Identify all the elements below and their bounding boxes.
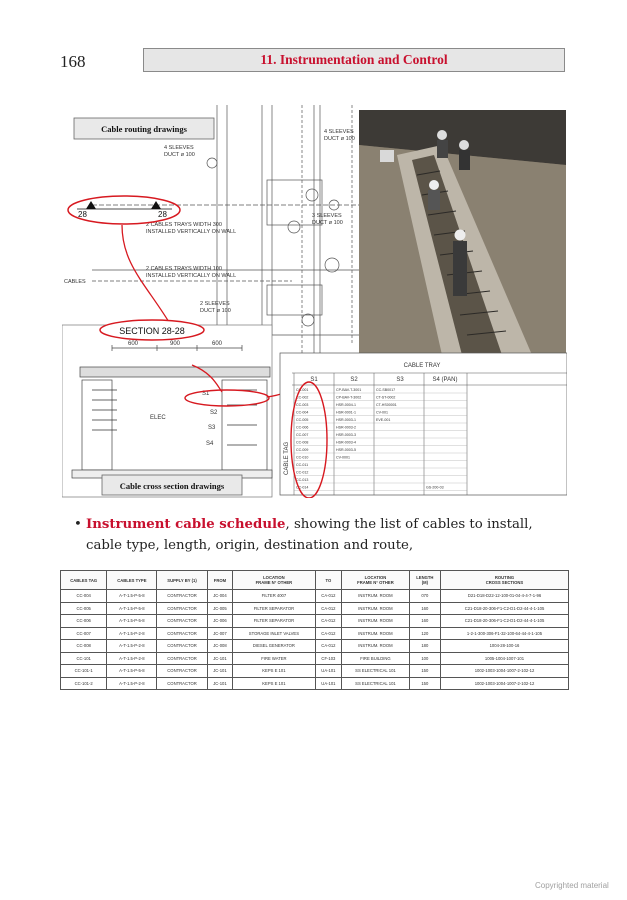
schedule-cell: 1002-1003-1004-1007-2-102-12	[440, 677, 568, 690]
schedule-cell: A-T-1.5-P-2-8	[107, 627, 157, 640]
schedule-header-cell: SUPPLY BY (1)	[157, 571, 207, 590]
schedule-cell: KEPS E 101	[233, 677, 315, 690]
schedule-cell: JC-004	[207, 590, 233, 603]
tray-cell: GS-200-03	[426, 485, 444, 490]
tray-cell: CP-BAV-T-3002	[336, 395, 362, 400]
ref-right: 28	[158, 210, 167, 219]
schedule-cell: JC-101	[207, 652, 233, 665]
note-sleeves-top: 4 SLEEVES	[164, 145, 194, 151]
page-number: 168	[60, 52, 86, 71]
dim-right: 600	[212, 341, 223, 347]
table-row	[61, 590, 569, 603]
dim-mid: 900	[170, 341, 181, 347]
tray-label-s1: S1	[202, 391, 210, 397]
schedule-header-cell: FROM	[207, 571, 233, 590]
schedule-cell: CC-101	[61, 652, 107, 665]
schedule-cell: FIRE BUILDING	[342, 652, 409, 665]
ref-left: 28	[78, 210, 87, 219]
note-duct-mid: DUCT ø 100	[312, 220, 343, 226]
schedule-cell: CONTRACTOR	[157, 602, 207, 615]
schedule-cell: JC-005	[207, 602, 233, 615]
schedule-cell: 160	[409, 602, 440, 615]
schedule-cell: A-T-1.5-P-5-8	[107, 590, 157, 603]
table-row	[61, 665, 569, 678]
tray-cell: CT-ST-0002	[376, 395, 396, 400]
schedule-cell: 1002-1003-1004-1007-2-102-12	[440, 665, 568, 678]
schedule-header-row	[61, 571, 569, 590]
schedule-cell: CONTRACTOR	[157, 677, 207, 690]
schedule-cell: INSTRUM. ROOM	[342, 640, 409, 653]
bullet-dot: •	[74, 517, 82, 532]
schedule-cell: JC-006	[207, 615, 233, 628]
tray-label-s4: S4	[206, 441, 214, 447]
note-sleeves-mid: 3 SLEEVES	[312, 213, 342, 219]
note-trays-2a: 2 CABLES TRAYS WIDTH 100	[146, 266, 222, 272]
schedule-cell: CA-012	[315, 627, 342, 640]
tray-cell: CC-010	[296, 455, 309, 460]
tray-col-s4: S4 (PAN)	[432, 377, 458, 383]
schedule-cell: UA-101	[315, 677, 342, 690]
note-trays-1b: INSTALLED VERTICALLY ON WALL	[146, 229, 237, 235]
schedule-cell: C21-D18-20-306-F1-C2-D1-D2-44-4-1-105	[440, 615, 568, 628]
tray-cell: HSR-0003-5	[336, 448, 356, 452]
schedule-cell: 160	[409, 615, 440, 628]
tray-cell: HSR-0003-4	[336, 440, 356, 445]
bullet-paragraph	[74, 514, 566, 556]
cable-tray-photo	[359, 110, 566, 355]
schedule-cell: CF-103	[315, 652, 342, 665]
tray-cell: HSR-0003-2	[336, 425, 356, 430]
tray-col-s1: S1	[310, 377, 318, 383]
schedule-header-cell: LOCATION FRAME N° OTHER	[233, 571, 315, 590]
table-row	[61, 640, 569, 653]
schedule-cell: INSTRUM. ROOM	[342, 590, 409, 603]
schedule-cell: JC-008	[207, 640, 233, 653]
schedule-cell: D21-D18-D22-12-100-01-04-4-4-7-1-96	[440, 590, 568, 603]
schedule-cell: JC-101	[207, 665, 233, 678]
tray-cell: CC-007	[296, 433, 309, 437]
schedule-header-cell: ROUTING CROSS SECTIONS	[440, 571, 568, 590]
table-row	[61, 652, 569, 665]
note-duct-top: DUCT ø 100	[164, 152, 195, 158]
tray-cell: CV-001	[376, 410, 388, 415]
schedule-header-cell: LENGTH (M)	[409, 571, 440, 590]
schedule-cell: 1-2-1-300-306-F1-32-100-64-44-4-1-105	[440, 627, 568, 640]
schedule-cell: UA-101	[315, 665, 342, 678]
schedule-cell: CC-008	[61, 640, 107, 653]
schedule-cell: 1005-1004-1007-101	[440, 652, 568, 665]
note-duct-bottom: DUCT ø 100	[200, 308, 231, 314]
tray-cell: CC-003	[296, 403, 309, 407]
schedule-cell: FILTER SEPARATOR	[233, 615, 315, 628]
schedule-cell: 1004-28-100-16	[440, 640, 568, 653]
tray-cell: CC-012	[296, 470, 309, 475]
tray-cell: CC-013	[296, 478, 309, 482]
schedule-cell: CC-101-1	[61, 665, 107, 678]
cable-schedule-table	[60, 570, 569, 690]
tray-col-s2: S2	[350, 377, 358, 383]
schedule-cell: A-T-1.5-P-2-8	[107, 640, 157, 653]
cables-label: CABLES	[64, 279, 86, 285]
tray-cell: CC-002	[296, 395, 309, 400]
elec-label: ELEC	[150, 415, 166, 421]
schedule-cell: DIESEL GENERATOR	[233, 640, 315, 653]
tray-cell: CC-014	[296, 485, 309, 490]
note-sleeves-bottom: 2 SLEEVES	[200, 301, 230, 307]
routing-label: Cable routing drawings	[101, 124, 187, 134]
tray-cell: HSR-0003-1	[336, 418, 356, 422]
schedule-cell: A-T-1.5-P-5-8	[107, 615, 157, 628]
tray-cell: HSR-0003-3	[336, 433, 356, 437]
schedule-cell: 120	[409, 627, 440, 640]
schedule-cell: INSTRUM. ROOM	[342, 615, 409, 628]
schedule-cell: KEPS E 101	[233, 665, 315, 678]
bullet-text: , showing the list of cables to install, cable type, length, origin, destination and route,	[86, 517, 533, 553]
table-row	[61, 615, 569, 628]
schedule-header-cell: CABLES TAG	[61, 571, 107, 590]
schedule-cell: JC-007	[207, 627, 233, 640]
tray-cell: CC-008	[296, 440, 309, 445]
schedule-cell: CONTRACTOR	[157, 590, 207, 603]
schedule-cell: CONTRACTOR	[157, 640, 207, 653]
schedule-cell: CC-101-2	[61, 677, 107, 690]
cross-section-label: Cable cross section drawings	[119, 481, 225, 491]
tray-cell: CT-HS00001	[376, 403, 397, 407]
schedule-cell: A-T-1.5-P-5-8	[107, 602, 157, 615]
cable-drawings-figure	[62, 105, 567, 498]
schedule-cell: FILTER SEPARATOR	[233, 602, 315, 615]
schedule-cell: CC-004	[61, 590, 107, 603]
tray-cell: CC-004	[296, 410, 309, 415]
tray-cell: CC-SB0017	[376, 388, 396, 392]
tray-cell: EVE-001	[376, 418, 391, 422]
cable-tray-title: CABLE TRAY	[403, 363, 441, 369]
schedule-cell: CONTRACTOR	[157, 627, 207, 640]
schedule-cell: FIRE WATER	[233, 652, 315, 665]
note-trays-1a: 2 CABLES TRAYS WIDTH 300	[146, 222, 222, 228]
schedule-cell: CC-005	[61, 602, 107, 615]
schedule-body	[61, 590, 569, 690]
note-trays-2b: INSTALLED VERTICALLY ON WALL	[146, 273, 237, 279]
schedule-cell: 150	[409, 665, 440, 678]
tray-cell: CC-005	[296, 418, 309, 422]
tray-cell: HSR-0004-1	[336, 403, 356, 407]
schedule-cell: INSTRUM. ROOM	[342, 627, 409, 640]
schedule-cell: JC-101	[207, 677, 233, 690]
chapter-title: 11. Instrumentation and Control	[143, 48, 565, 72]
schedule-cell: CC-007	[61, 627, 107, 640]
schedule-cell: CA-012	[315, 640, 342, 653]
tray-cell: CC-006	[296, 425, 309, 430]
schedule-cell: A-T-1.5-P-5-8	[107, 665, 157, 678]
schedule-cell: INSTRUM. ROOM	[342, 602, 409, 615]
schedule-header-cell: LOCATION FRAME N° OTHER	[342, 571, 409, 590]
tray-cell: HSR-0001-1	[336, 410, 356, 415]
schedule-cell: SS ELECTRICAL 101	[342, 677, 409, 690]
tray-cell: CV-0001	[336, 455, 350, 460]
schedule-cell: CA-012	[315, 615, 342, 628]
note-sleeves-right: 4 SLEEVES	[324, 129, 354, 135]
schedule-cell: 070	[409, 590, 440, 603]
schedule-header-cell: TO	[315, 571, 342, 590]
table-row	[61, 677, 569, 690]
schedule-cell: A-T-1.5-P-2-8	[107, 652, 157, 665]
tray-cell: CC-009	[296, 448, 309, 452]
tray-side-label: CABLE TAG	[284, 441, 290, 475]
schedule-cell: CA-012	[315, 590, 342, 603]
schedule-cell: C21-D18-20-306-F1-C2-D1-D2-44-4-1-105	[440, 602, 568, 615]
schedule-cell: CONTRACTOR	[157, 615, 207, 628]
table-row	[61, 602, 569, 615]
schedule-cell: 180	[409, 640, 440, 653]
schedule-cell: CA-012	[315, 602, 342, 615]
schedule-cell: CONTRACTOR	[157, 652, 207, 665]
schedule-cell: SS ELECTRICAL 101	[342, 665, 409, 678]
schedule-cell: A-T-1.5-P-2-8	[107, 677, 157, 690]
section-title: SECTION 28-28	[119, 326, 185, 336]
schedule-cell: FILTER 4007	[233, 590, 315, 603]
tray-label-s3: S3	[208, 425, 216, 431]
schedule-cell: CC-006	[61, 615, 107, 628]
table-row	[61, 627, 569, 640]
schedule-cell: 150	[409, 677, 440, 690]
schedule-cell: CONTRACTOR	[157, 665, 207, 678]
tray-col-s3: S3	[396, 377, 404, 383]
schedule-header-cell: CABLES TYPE	[107, 571, 157, 590]
dim-left: 600	[128, 341, 139, 347]
copyright-notice: Copyrighted material	[535, 881, 609, 890]
tray-cell: CC-011	[296, 463, 309, 467]
tray-label-s2: S2	[210, 410, 218, 416]
tray-cell: CP-BAV-T-3001	[336, 388, 362, 392]
schedule-cell: STORAGE INLET VALVES	[233, 627, 315, 640]
note-duct-right: DUCT ø 100	[324, 136, 355, 142]
bullet-highlight: Instrument cable schedule	[86, 517, 286, 532]
tray-cell: CC-001	[296, 388, 309, 392]
schedule-cell: 100	[409, 652, 440, 665]
